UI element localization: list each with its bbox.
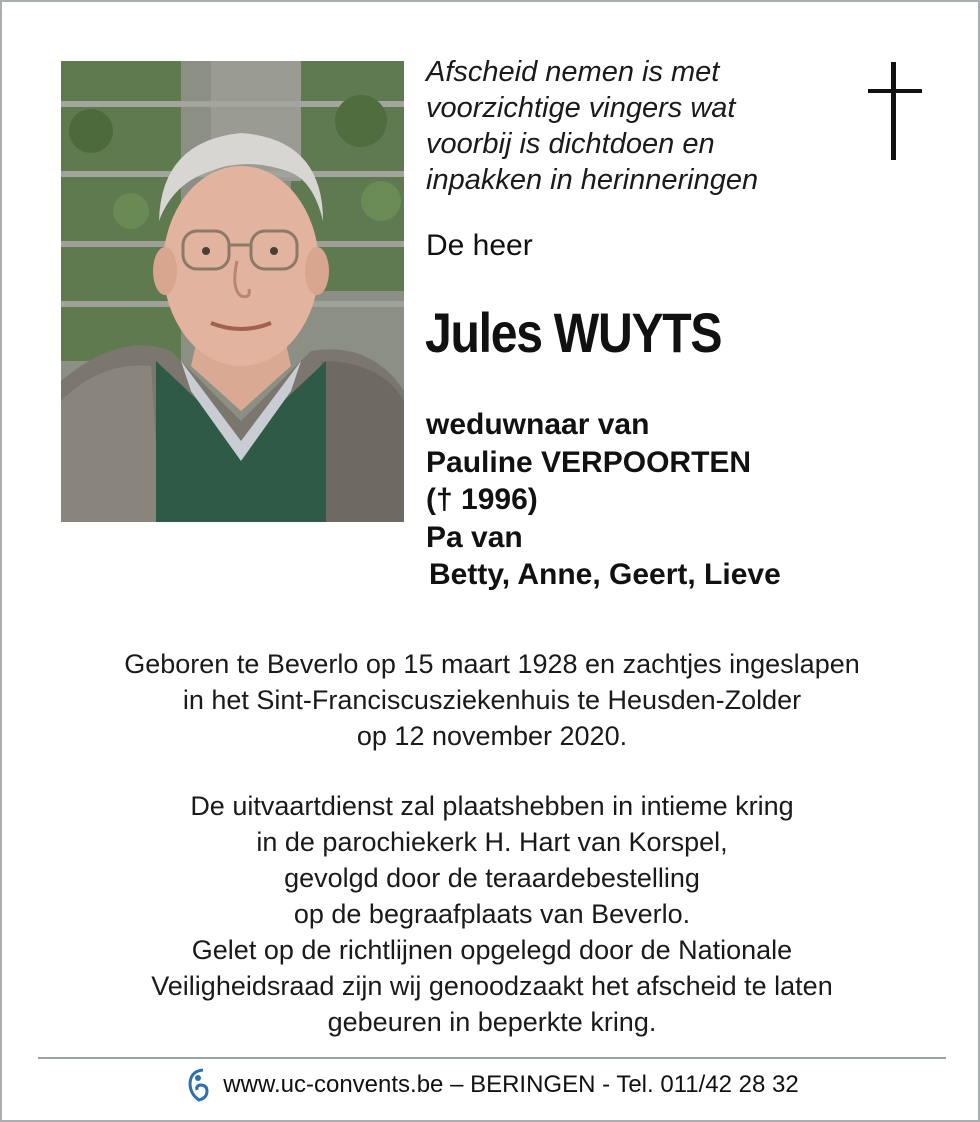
portrait-photo [61, 61, 404, 522]
cross-icon [864, 62, 926, 162]
poem-line: voorzichtige vingers wat [426, 92, 736, 124]
spouse-name: Pauline VERPOORTEN [426, 445, 752, 479]
paragraph-line: Veiligheidsraad zijn wij genoodzaakt het afscheid te laten [151, 971, 833, 1001]
father-label: Pa van [426, 520, 523, 554]
funeral-paragraph [42, 788, 942, 1040]
paragraph-line: Geboren te Beverlo op 15 maart 1928 en zachtjes ingeslapen [124, 649, 860, 679]
poem-line: Afscheid nemen is met [426, 56, 720, 88]
paragraph-line: op 12 november 2020. [356, 721, 628, 751]
poem-line: inpakken in herinneringen [426, 164, 759, 196]
paragraph-line: gevolgd door de teraardebestelling [284, 863, 700, 893]
paragraph-line: in de parochiekerk H. Hart van Korspel, [256, 827, 728, 857]
poem-line: voorbij is dichtdoen en [426, 128, 715, 160]
spouse-death-year: († 1996) [426, 483, 538, 516]
widower-label: weduwnaar van [426, 408, 650, 441]
deceased-name: Jules WUYTS [425, 301, 722, 364]
funeral-home-logo-icon [185, 1067, 211, 1103]
footer [2, 1065, 980, 1105]
paragraph-line: op de begraafplaats van Beverlo. [293, 899, 691, 929]
paragraph-line: in het Sint-Franciscusziekenhuis te Heusden-Zolder [182, 685, 802, 715]
paragraph-line: gebeuren in beperkte kring. [327, 1007, 657, 1037]
poem [426, 54, 846, 198]
relations-block [426, 406, 781, 594]
paragraph-line: Gelet op de richtlijnen opgelegd door de Nationale [191, 935, 793, 965]
paragraph-line: De uitvaartdienst zal plaatshebben in intieme kring [190, 791, 794, 821]
children-names: Betty, Anne, Geert, Lieve [429, 558, 781, 591]
birth-death-paragraph [42, 646, 942, 754]
footer-text: www.uc-convents.be – BERINGEN - Tel. 011/42 28 32 [223, 1071, 799, 1098]
footer-divider [38, 1057, 946, 1059]
salutation: De heer [426, 229, 533, 262]
